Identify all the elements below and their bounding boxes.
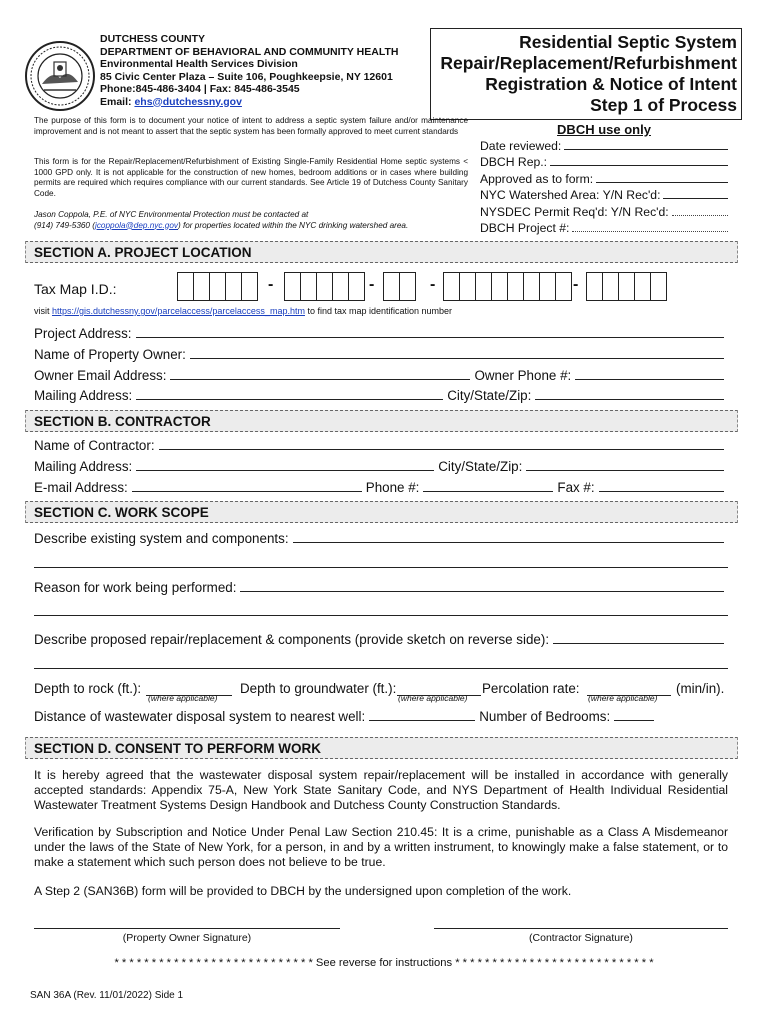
existing-system-label: Describe existing system and components:	[34, 531, 289, 546]
email-line	[100, 96, 398, 109]
step2-paragraph: A Step 2 (SAN36B) form will be provided to DBCH by the undersigned upon completion of the work.	[34, 884, 572, 898]
title-line: Residential Septic System	[519, 32, 737, 52]
dbch-label: DBCH Project #:	[480, 221, 570, 235]
intro-nyc-contact	[34, 210, 468, 231]
tax-map-group-4[interactable]	[444, 272, 572, 302]
contractor-mailing-label: Mailing Address:	[34, 459, 133, 474]
dbch-date-reviewed	[480, 138, 728, 155]
tax-map-dash: -	[573, 276, 579, 293]
tax-map-hint	[34, 306, 452, 316]
owner-city-field[interactable]	[535, 387, 724, 400]
project-address-row	[34, 325, 728, 341]
reason-line-2[interactable]	[34, 615, 728, 616]
distance-field[interactable]	[369, 708, 475, 721]
dbch-field[interactable]	[672, 204, 728, 216]
tax-map-group-1[interactable]	[178, 272, 258, 302]
project-address-label: Project Address:	[34, 326, 132, 341]
nyc-phone: (914) 749-5360 (	[34, 220, 95, 230]
depth-row	[34, 681, 728, 705]
section-a-header: SECTION A. PROJECT LOCATION	[25, 241, 738, 263]
email-label: Email:	[100, 95, 135, 108]
owner-email-field[interactable]	[170, 367, 470, 380]
form-footer: SAN 36A (Rev. 11/01/2022) Side 1	[30, 990, 184, 1001]
tax-map-dash: -	[268, 276, 274, 293]
proposed-field[interactable]	[553, 631, 724, 644]
contractor-phone-label: Phone #:	[365, 480, 420, 495]
contractor-email-field[interactable]	[132, 479, 362, 492]
reason-row	[34, 579, 728, 595]
dbch-field[interactable]	[564, 138, 728, 150]
department-header	[100, 33, 398, 108]
form-title-box	[430, 28, 742, 120]
penal-law-paragraph: Verification by Subscription and Notice Under Penal Law Section 210.45: It is a crime, punishable as a Class A Misdemeanor under the laws of the State of New York, for a person, in and by a written instrument, to knowingly make a false statement, or to make a statement which such person does not believe to be true.	[34, 825, 728, 869]
contractor-city-field[interactable]	[526, 458, 724, 471]
section-d-header: SECTION D. CONSENT TO PERFORM WORK	[25, 737, 738, 759]
tax-map-group-3[interactable]	[384, 272, 416, 302]
dbch-field[interactable]	[572, 220, 728, 232]
proposed-line-2[interactable]	[34, 668, 728, 669]
dbch-label: DBCH Rep.:	[480, 155, 548, 169]
contractor-name-field[interactable]	[159, 437, 724, 450]
nyc-contact-tail: ) for properties located within the NYC drinking watershed area.	[177, 220, 409, 230]
org-line: 85 Civic Center Plaza – Suite 106, Poughkeepsie, NY 12601	[100, 70, 393, 83]
contractor-email-label: E-mail Address:	[34, 480, 128, 495]
nyc-contact-line: Jason Coppola, P.E. of NYC Environmental Protection must be contacted at	[34, 210, 309, 219]
where-applicable-hint: (where applicable)	[398, 693, 468, 703]
bedrooms-field[interactable]	[614, 708, 654, 721]
proposed-row	[34, 631, 728, 647]
dbch-label: NYSDEC Permit Req'd: Y/N Rec'd:	[480, 204, 669, 219]
dbch-field[interactable]	[596, 171, 728, 183]
owner-phone-field[interactable]	[575, 367, 724, 380]
dbch-label: Approved as to form:	[480, 171, 594, 186]
dbch-nyc-watershed	[480, 187, 728, 204]
nyc-contact-line-2	[34, 221, 468, 232]
distance-label: Distance of wastewater disposal system to nearest well:	[34, 709, 366, 724]
contractor-contact-row	[34, 479, 728, 495]
dbch-project-number	[480, 220, 728, 237]
owner-mailing-field[interactable]	[136, 387, 443, 400]
tax-map-label: Tax Map I.D.:	[34, 281, 117, 297]
parcel-access-link[interactable]: https://gis.dutchessny.gov/parcelaccess/parcelaccess_map.htm	[52, 306, 305, 316]
org-line: Phone:845-486-3404 | Fax: 845-486-3545	[100, 83, 300, 95]
bedrooms-label: Number of Bedrooms:	[479, 709, 611, 724]
owner-phone-label: Owner Phone #:	[474, 368, 572, 383]
reason-label: Reason for work being performed:	[34, 580, 237, 595]
proposed-label: Describe proposed repair/replacement & components (provide sketch on reverse side):	[34, 632, 550, 647]
owner-name-row	[34, 346, 728, 362]
title-line: Registration & Notice of Intent	[485, 74, 737, 94]
email-link[interactable]: ehs@dutchessny.gov	[134, 95, 242, 108]
tax-map-group-2[interactable]	[285, 272, 365, 302]
dbch-field[interactable]	[663, 187, 728, 199]
intro-purpose: The purpose of this form is to document your notice of intent to address a septic system failure and/or maintenance improvement and is not meant to assert that the septic system has been formally approved to meet current standards	[34, 116, 468, 136]
contractor-fax-label: Fax #:	[557, 480, 595, 495]
contractor-city-label: City/State/Zip:	[438, 459, 523, 474]
distance-row	[34, 708, 684, 724]
org-line: DUTCHESS COUNTY	[100, 33, 206, 45]
dbch-label: NYC Watershed Area: Y/N Rec'd:	[480, 188, 661, 202]
owner-mailing-label: Mailing Address:	[34, 388, 133, 403]
dbch-approved	[480, 171, 728, 188]
owner-mailing-row	[34, 387, 728, 403]
project-address-field[interactable]	[136, 325, 724, 338]
title-line: Repair/Replacement/Refurbishment	[440, 53, 737, 73]
contractor-fax-field[interactable]	[599, 479, 724, 492]
dbch-nysdec-permit	[480, 204, 728, 221]
percolation-unit: (min/in).	[676, 681, 725, 696]
dbch-field[interactable]	[550, 154, 728, 166]
owner-signature-line[interactable]	[34, 928, 340, 929]
owner-city-label: City/State/Zip:	[447, 388, 532, 403]
contractor-mailing-field[interactable]	[136, 458, 434, 471]
reason-field[interactable]	[240, 579, 724, 592]
dbch-heading: DBCH use only	[557, 122, 651, 137]
contractor-mailing-row	[34, 458, 728, 474]
depth-rock-label: Depth to rock (ft.):	[34, 681, 142, 696]
dbch-rep	[480, 154, 728, 171]
intro-applicability: This form is for the Repair/Replacement/Refurbishment of Existing Single-Family Residential Home septic systems < 1000 GPD only. It is not applicable for the construction of new homes, bedroom additions or in cases where building permits are required which requires compliance with our current standards. See Article 19 of Dutchess County Sanitary Code.	[34, 157, 468, 198]
see-reverse-note: * * * * * * * * * * * * * * * * * * * * * * * * * * * See reverse for instructions * * * * * * * * * * * * * * * * * * * * * * * * * * *	[114, 957, 654, 969]
where-applicable-hint: (where applicable)	[148, 693, 218, 703]
org-line: DEPARTMENT OF BEHAVIORAL AND COMMUNITY HEALTH	[100, 45, 399, 58]
owner-name-field[interactable]	[190, 346, 724, 359]
contractor-phone-field[interactable]	[423, 479, 553, 492]
county-seal-logo	[24, 40, 96, 112]
existing-system-row	[34, 530, 728, 546]
title-line: Step 1 of Process	[590, 95, 737, 115]
nyc-email-link[interactable]: jcoppola@dep.nyc.gov	[95, 220, 178, 230]
owner-name-label: Name of Property Owner:	[34, 347, 186, 362]
owner-email-row	[34, 367, 728, 383]
contractor-name-label: Name of Contractor:	[34, 438, 155, 453]
dbch-label: Date reviewed:	[480, 138, 562, 153]
owner-email-label: Owner Email Address:	[34, 368, 167, 383]
tax-map-dash: -	[369, 276, 375, 293]
owner-signature-label: (Property Owner Signature)	[122, 932, 252, 944]
existing-system-line-2[interactable]	[34, 567, 728, 568]
depth-groundwater-label: Depth to groundwater (ft.):	[240, 681, 397, 696]
tax-map-group-5[interactable]	[587, 272, 667, 302]
percolation-label: Percolation rate:	[482, 681, 580, 696]
contractor-signature-label: (Contractor Signature)	[529, 932, 633, 944]
section-c-header: SECTION C. WORK SCOPE	[25, 501, 738, 523]
existing-system-field[interactable]	[293, 530, 724, 543]
visit-pre: visit	[34, 306, 52, 316]
dbch-use-only-box	[480, 122, 728, 237]
consent-paragraph: It is hereby agreed that the wastewater disposal system repair/replacement will be installed in accordance with generally accepted standards: Appendix 75-A, New York State Sanitary Code, and NYS Department of Health Individual Residential Wastewater Treatment Systems Design Handbook and Dutchess County Construction Standards.	[34, 768, 728, 812]
contractor-signature-line[interactable]	[434, 928, 728, 929]
contractor-name-row	[34, 437, 728, 453]
org-line: Environmental Health Services Division	[100, 58, 298, 70]
section-b-header: SECTION B. CONTRACTOR	[25, 410, 738, 432]
where-applicable-hint: (where applicable)	[588, 693, 658, 703]
tax-map-dash: -	[430, 276, 436, 293]
visit-post: to find tax map identification number	[304, 306, 453, 316]
